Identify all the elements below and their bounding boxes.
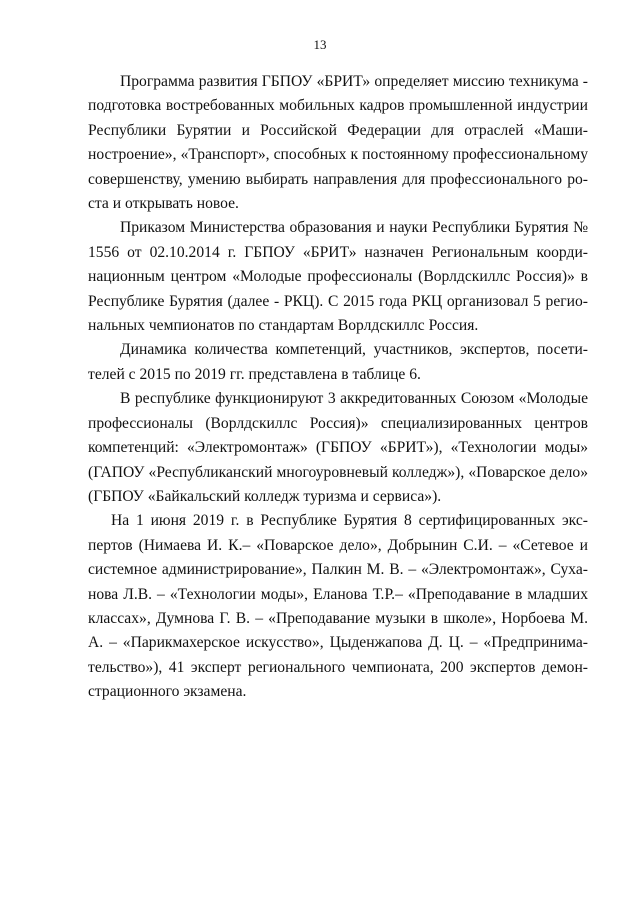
- paragraph-dynamics: Динамика количества компетенций, участников, экспертов, посетителей с 2015 по 2019 гг. представлена в таблице 6.: [88, 341, 588, 383]
- paragraph-regional-center: Приказом Министерства образования и науки Республики Бурятия № 1556 от 02.10.2014 г. ГБПОУ «БРИТ» назначен Региональным координационным центром «Молодые профессионалы (Ворлдскиллс Россия)» в Республике Бурятия (далее - РКЦ). С 2015 года РКЦ организовал 5 региональных чемпионатов по стандартам Ворлдскиллс Россия.: [88, 219, 588, 335]
- body-text: [88, 70, 588, 705]
- page-number: 13: [313, 37, 327, 52]
- paragraph-certified-experts: На 1 июня 2019 г. в Республике Бурятия 8 сертифицированных экспертов (Нимаева И. К.– «Поварское дело», Добрынин С.И. – «Сетевое и системное администрирование», Палкин М. В. – «Электромонтаж», Суханова Л.В. – «Технологии моды», Еланова Т.Р.– «Преподавание в младших классах», Думнова Г. В. – «Преподавание музыки в школе», Норбоева М. А. – «Парикмахерское искусство», Цыденжапова Д. Ц. – «Предпринимательство»), 41 эксперт регионального чемпионата, 200 экспертов демонстрационного экзамена.: [88, 512, 588, 701]
- paragraph-competence-centers: В республике функционируют 3 аккредитованных Союзом «Молодые профессионалы (Ворлдскиллс Россия)» специализированных центров компетенций: «Электромонтаж» (ГБПОУ «БРИТ»), «Технологии моды» (ГАПОУ «Республиканский многоуровневый колледж»), «Поварское дело» (ГБПОУ «Байкальский колледж туризма и сервиса»).: [88, 390, 588, 505]
- paragraph-mission: Программа развития ГБПОУ «БРИТ» определяет миссию техникума - подготовка востребованных мобильных кадров промышленной индустрии Республики Бурятии и Российской Федерации для отраслей «Машиностроение», «Транспорт», способных к постоянному профессиональному совершенству, умению выбирать направления для профессионального роста и открывать новое.: [88, 73, 588, 213]
